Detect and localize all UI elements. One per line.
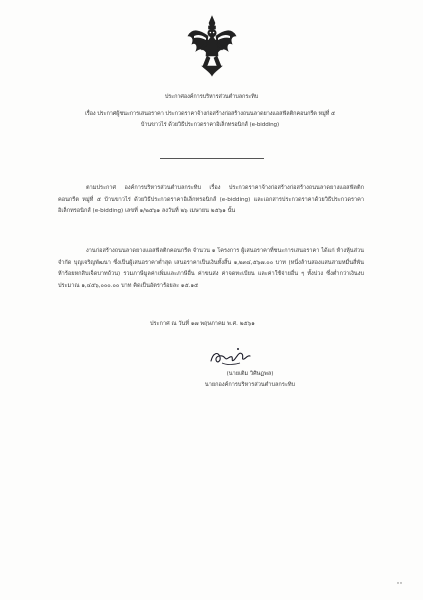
dateline: ประกาศ ณ วันที่ ๑๗ พฤษภาคม พ.ศ. ๒๕๖๑ xyxy=(150,321,255,327)
paragraph-award xyxy=(58,246,364,292)
paragraph-reference xyxy=(58,183,364,218)
handwritten-signature xyxy=(208,345,252,369)
paragraph-2-text: งานก่อสร้างถนนลาดยางแอสฟัลติกคอนกรีต จำนวน ๑ โครงการ ผู้เสนอราคาที่ชนะการเสนอราคา ได้แก่ ห้างหุ้นส่วนจำกัด บุญเจริญพัฒนา ซึ่งเป็นผู้เสนอราคาต่ำสุด เสนอราคาเป็นเงินทั้งสิ้น ๑,๒๓๔,๕๖๗.๐๐ บาท (หนึ่งล้านสองแสนสามหมื่นสี่พันห้าร้อยหกสิบเจ็ดบาทถ้วน) รวมภาษีมูลค่าเพิ่มและภาษีอื่น ค่าขนส่ง ค่าจดทะเบียน และค่าใช้จ่ายอื่น ๆ ทั้งปวง ซึ่งต่ำกว่าเงินงบประมาณ ๑,๔๕๖,๐๐๐.๐๐ บาท คิดเป็นอัตราร้อยละ ๑๕.๑๕ xyxy=(58,248,364,289)
garuda-emblem-icon xyxy=(186,14,238,78)
document-title: ประกาศองค์การบริหารส่วนตำบลกระทิบ xyxy=(164,94,259,100)
signer-position: นายกองค์การบริหารส่วนตำบลกระทิบ xyxy=(204,382,296,388)
subject-line-2: บ้านขาวไร่ ด้วยวิธีประกวดราคาอิเล็กทรอนิกส์ (e-bidding) xyxy=(140,122,280,128)
title-divider xyxy=(160,158,264,159)
document-subject xyxy=(60,109,360,131)
scan-artifact-marks xyxy=(397,580,403,586)
paragraph-1-text: ตามประกาศ องค์การบริหารส่วนตำบลกระทิบ เรื่อง ประกวดราคาจ้างก่อสร้างก่อสร้างถนนลาดยางแอสฟัลติกคอนกรีต หมู่ที่ ๕ บ้านขาวไร่ ด้วยวิธีประกวดราคาอิเล็กทรอนิกส์ (e-bidding) และเอกสารประกวดราคาด้วยวิธีประกวดราคาอิเล็กทรอนิกส์ (e-bidding) เลขที่ ๑/๒๕๖๑ ลงวันที่ ๒๖ เมษายน ๒๕๖๑ นั้น xyxy=(58,185,364,214)
subject-line-1: เรื่อง ประกาศผู้ชนะการเสนอราคา ประกวดราคาจ้างก่อสร้างก่อสร้างถนนลาดยางแอสฟัลติกคอนกรีต หมู่ที่ ๕ xyxy=(84,111,336,117)
signer-name: (นายเติม วิศิษฏพล) xyxy=(226,371,274,377)
